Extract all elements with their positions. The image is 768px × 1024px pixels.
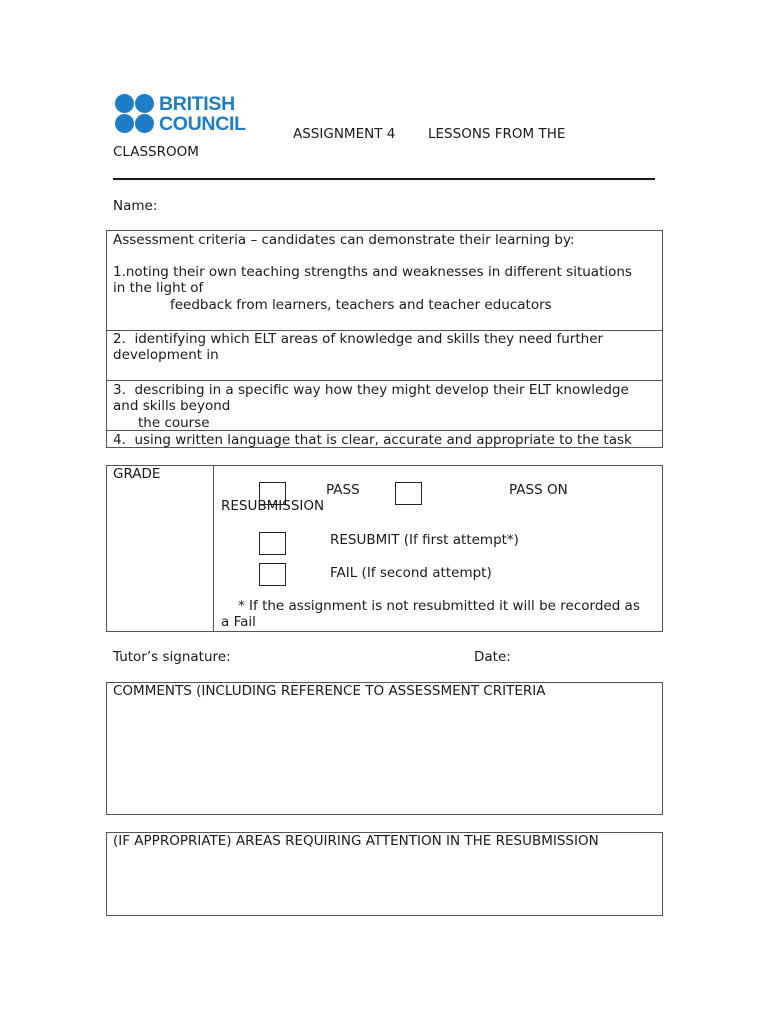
criterion-2-line2: development in	[113, 347, 219, 363]
logo-wordmark: BRITISH COUNCIL	[159, 93, 246, 135]
resubmission-label: RESUBMISSION	[221, 498, 325, 514]
criterion-1-line1: 1.noting their own teaching strengths and weaknesses in different situations	[113, 264, 632, 280]
assignment-number: ASSIGNMENT 4	[293, 126, 396, 142]
fail-label: FAIL (If second attempt)	[330, 565, 492, 581]
criterion-3-line3: the course	[138, 415, 210, 431]
header-divider	[113, 178, 655, 180]
comments-box[interactable]	[106, 682, 663, 815]
grade-label: GRADE	[113, 466, 161, 482]
pass-on-resubmission-checkbox[interactable]	[395, 482, 422, 505]
criterion-4: 4. using written language that is clear, accurate and appropriate to the task	[113, 432, 632, 448]
resubmit-label: RESUBMIT (If first attempt*)	[330, 532, 519, 548]
criterion-3-line1: 3. describing in a specific way how they might develop their ELT knowledge	[113, 382, 629, 398]
criterion-1-line2: in the light of	[113, 280, 204, 296]
tutor-signature-label: Tutor’s signature:	[113, 649, 231, 665]
resubmit-checkbox[interactable]	[259, 532, 286, 555]
assignment-title-part1: LESSONS FROM THE	[428, 126, 566, 142]
pass-label: PASS	[326, 482, 360, 498]
british-council-logo	[115, 94, 255, 138]
resubmission-note-line2: a Fail	[221, 614, 256, 630]
criterion-1-line3: feedback from learners, teachers and teacher educators	[170, 297, 552, 313]
fail-checkbox[interactable]	[259, 563, 286, 586]
criteria-intro: Assessment criteria – candidates can demonstrate their learning by:	[113, 232, 575, 248]
resubmission-note-line1: * If the assignment is not resubmitted it will be recorded as	[238, 598, 640, 614]
logo-dots-icon	[115, 94, 155, 134]
assignment-title-part2: CLASSROOM	[113, 144, 199, 160]
resubmission-areas-label: (IF APPROPRIATE) AREAS REQUIRING ATTENTION IN THE RESUBMISSION	[113, 833, 599, 849]
comments-label: COMMENTS (INCLUDING REFERENCE TO ASSESSMENT CRITERIA	[113, 683, 546, 699]
pass-on-label: PASS ON	[509, 482, 568, 498]
date-label: Date:	[474, 649, 511, 665]
criterion-2-line1: 2. identifying which ELT areas of knowledge and skills they need further	[113, 331, 604, 347]
name-label: Name:	[113, 198, 158, 214]
criterion-3-line2: and skills beyond	[113, 398, 231, 414]
